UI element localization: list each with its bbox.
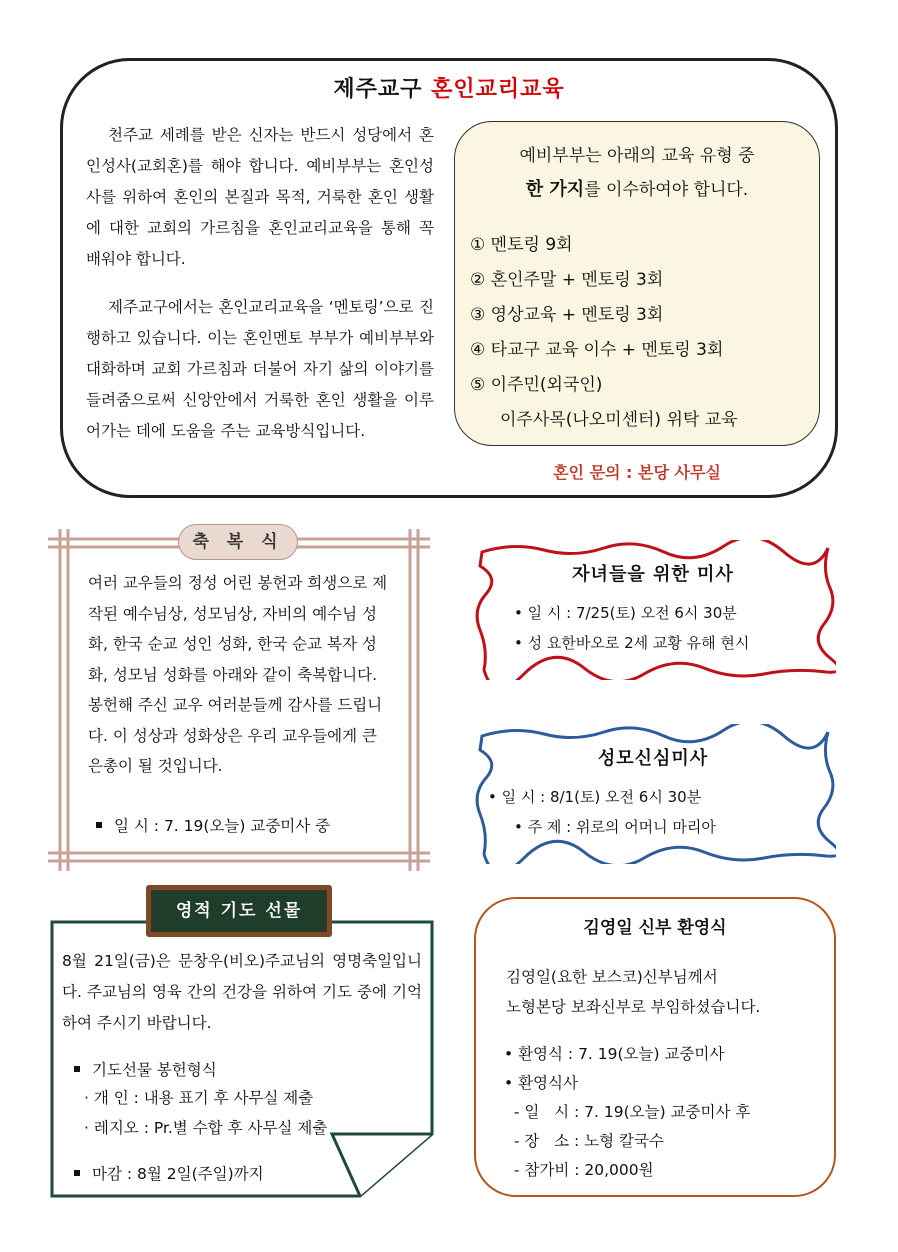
marriage-paragraph-2: 제주교구에서는 혼인교리교육을 ‘멘토링’으로 진행하고 있습니다. 이는 혼인멘토 부부가 예비부부와 대화하며 교회 가르침과 더불어 자기 삶의 이야기를 들려줌으로써 신앙안에서 거룩한 혼인 생활을 이루어가는 데에 도움을 주는 교육방식입니다.: [86, 298, 434, 440]
marriage-education-title: [0, 72, 898, 103]
welcome-item: - 참가비 : 20,000원: [504, 1161, 654, 1179]
square-bullet-icon: [74, 1170, 80, 1176]
option-item: ④ 타교구 교육 이수 + 멘토링 3회: [470, 340, 724, 360]
options-heading-line1: 예비부부는 아래의 교육 유형 중: [519, 146, 755, 166]
welcome-item: - 일 시 : 7. 19(오늘) 교중미사 후: [504, 1103, 751, 1121]
education-options-list: [470, 228, 815, 438]
option-item-sub: 이주사목(나오미센터) 위탁 교육: [500, 410, 738, 430]
children-mass-note: • 성 요한바오로 2세 교황 유해 현시: [514, 634, 750, 652]
welcome-title: 김영일 신부 환영식: [583, 918, 727, 938]
options-heading-rest: 를 이수하여야 합니다.: [584, 180, 749, 200]
prayer-gift-legio: · 레지오 : Pr.별 수합 후 사무실 제출: [84, 1119, 328, 1137]
welcome-item: • 환영식 : 7. 19(오늘) 교중미사: [504, 1045, 725, 1063]
square-bullet-icon: [74, 1066, 80, 1072]
prayer-gift-text: 8월 21일(금)은 문창우(비오)주교님의 영명축일입니다. 주교님의 영육 간의 건강을 위하여 기도 중에 기억하여 주시기 바랍니다.: [62, 952, 422, 1032]
education-options-heading: [454, 140, 820, 207]
welcome-intro: [506, 962, 760, 1022]
prayer-gift-deadline-text: 마감 : 8월 2일(주일)까지: [92, 1165, 264, 1183]
mary-mass-time: • 일 시 : 8/1(토) 오전 6시 30분: [488, 788, 702, 806]
prayer-gift-format-text: 기도선물 봉헌형식: [92, 1061, 217, 1079]
title-prefix: 제주교구: [333, 77, 423, 102]
blessing-date: [92, 814, 330, 836]
mary-mass-theme: • 주 제 : 위로의 어머니 마리아: [514, 818, 716, 836]
mary-mass-title: 성모신심미사: [597, 748, 709, 769]
welcome-details: [504, 1040, 750, 1185]
option-item: ② 혼인주말 + 멘토링 3회: [470, 270, 664, 290]
welcome-intro-line2: 노형본당 보좌신부로 부임하셨습니다.: [506, 998, 761, 1016]
marriage-paragraph-1: 천주교 세례를 받은 신자는 반드시 성당에서 혼인성사(교회혼)를 해야 합니다. 예비부부는 혼인성사를 위하여 혼인의 본질과 목적, 거룩한 혼인 생활에 대한 교회의 가르침을 혼인교리교육을 통해 꼭 배워야 합니다.: [86, 126, 434, 268]
option-item: ③ 영상교육 + 멘토링 3회: [470, 305, 664, 325]
welcome-item: - 장 소 : 노형 칼국수: [504, 1132, 664, 1150]
blessing-date-text: 일 시 : 7. 19(오늘) 교중미사 중: [114, 817, 331, 835]
marriage-contact: 혼인 문의 : 본당 사무실: [553, 463, 721, 482]
option-item: ① 멘토링 9회: [470, 235, 573, 255]
children-mass-time: • 일 시 : 7/25(토) 오전 6시 30분: [514, 604, 737, 622]
options-heading-line2: [454, 173, 820, 207]
prayer-gift-format: [70, 1058, 217, 1080]
blessing-title: 축 복 식: [178, 524, 298, 560]
prayer-gift-individual: · 개 인 : 내용 표기 후 사무실 제출: [84, 1089, 314, 1107]
welcome-intro-line1: 김영일(요한 보스코)신부님께서: [506, 968, 718, 986]
prayer-gift-title: 영적 기도 선물: [151, 890, 327, 932]
children-mass-title: 자녀들을 위한 미사: [572, 564, 734, 585]
prayer-gift-board: [146, 885, 332, 937]
options-heading-bold: 한 가지: [525, 179, 585, 200]
welcome-item: • 환영식사: [504, 1074, 578, 1092]
option-item: ⑤ 이주민(외국인): [470, 375, 603, 395]
prayer-gift-deadline: [70, 1162, 264, 1184]
square-bullet-icon: [96, 822, 102, 828]
title-highlight: 혼인교리교육: [431, 77, 565, 102]
blessing-text: 여러 교우들의 정성 어린 봉헌과 희생으로 제작된 예수님상, 성모님상, 자비의 예수님 성화, 한국 순교 성인 성화, 한국 순교 복자 성화, 성모님 성화를 아래와 같이 축복합니다. 봉헌해 주신 교우 여러분들께 감사를 드립니다. 이 성상과 성화상은 우리 교우들에게 큰 은총이 될 것입니다.: [88, 574, 388, 775]
